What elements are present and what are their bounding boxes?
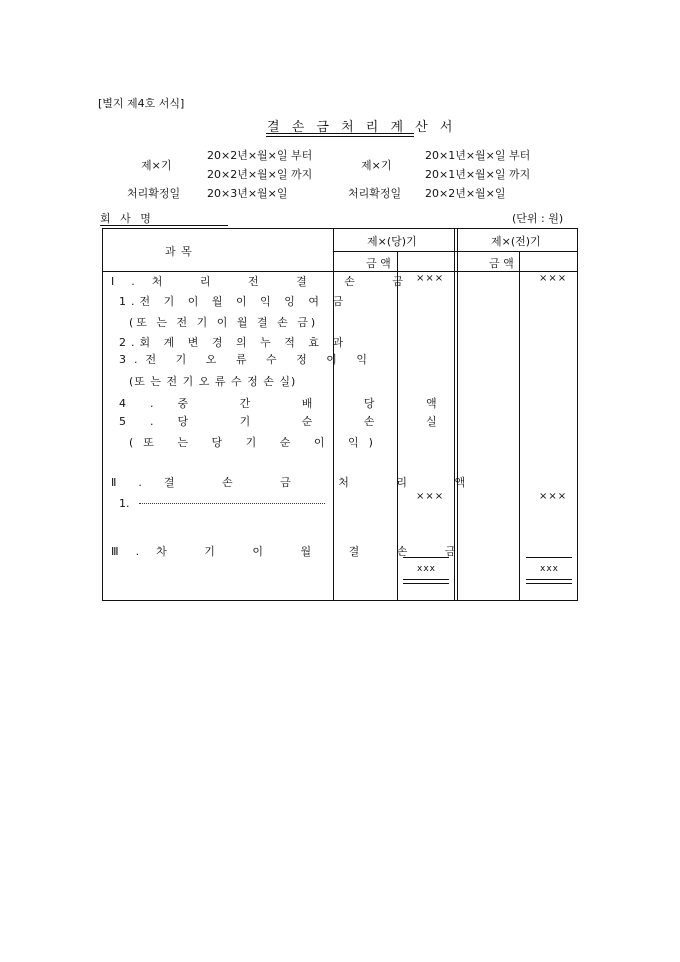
row-label-8: 5.당 기 순 손 실 <box>119 415 461 428</box>
current-confirm-label: 처리확정일 <box>127 187 181 200</box>
row-12-current-value: xxx <box>417 564 436 574</box>
current-from-date: 20×2년×월×일 부터 <box>207 149 313 162</box>
header-split-line <box>333 251 578 252</box>
subject-header: 과 목 <box>165 245 193 258</box>
current-total-double-line <box>403 579 449 584</box>
row-12-previous-value: xxx <box>540 564 559 574</box>
header-bottom-line <box>103 271 578 272</box>
previous-confirm-date: 20×2년×월×일 <box>425 187 506 200</box>
row-1-previous-value: ××× <box>539 273 568 284</box>
previous-total-double-line <box>526 579 572 584</box>
previous-period-header: 제×(전)기 <box>491 235 541 248</box>
current-to-date: 20×2년×월×일 까지 <box>207 168 313 181</box>
row-11-current-value: ××× <box>416 491 445 502</box>
row-label-9: (또 는 당 기 순 이 익) <box>129 436 383 449</box>
previous-amount-header: 금 액 <box>489 257 514 270</box>
row-label-2: 1.전 기 이 월 이 익 잉 여 금 <box>119 295 349 308</box>
statement-table <box>102 228 578 601</box>
row-label-6: (또 는 전 기 오 류 수 정 손 실) <box>129 375 297 388</box>
current-total-single-line <box>403 557 449 558</box>
current-period-header: 제×(당)기 <box>367 235 417 248</box>
company-underline <box>100 225 228 226</box>
previous-confirm-label: 처리확정일 <box>348 187 402 200</box>
row-label-10: Ⅱ.결 손 금 처 리 액 <box>111 476 488 489</box>
previous-term-label: 제×기 <box>361 159 392 172</box>
row-1-current-value: ××× <box>416 273 445 284</box>
row-11-dotted-leader <box>139 503 325 504</box>
row-label-5: 3.전 기 오 류 수 정 이 익 <box>119 353 375 366</box>
current-term-label: 제×기 <box>141 159 172 172</box>
row-label-4: 2.회 계 변 경 의 누 적 효 과 <box>119 336 349 349</box>
previous-from-date: 20×1년×월×일 부터 <box>425 149 531 162</box>
col-divider-previous-mid <box>519 251 520 600</box>
row-label-7: 4.중 간 배 당 액 <box>119 397 461 410</box>
row-label-1: Ⅰ.처 리 전 결 손 금 <box>111 275 420 288</box>
row-label-11: 1. <box>119 497 130 510</box>
row-label-12: Ⅲ.차 기 이 월 결 손 금 <box>111 545 473 558</box>
current-amount-header: 금 액 <box>366 257 391 270</box>
previous-to-date: 20×1년×월×일 까지 <box>425 168 531 181</box>
row-11-previous-value: ××× <box>539 491 568 502</box>
row-label-3: (또 는 전 기 이 월 결 손 금) <box>129 316 319 329</box>
document-title: 결 손 금 처 리 계 산 서 <box>267 120 457 135</box>
form-label: [별지 제4호 서식] <box>98 97 185 110</box>
current-confirm-date: 20×3년×월×일 <box>207 187 288 200</box>
title-underline-2 <box>266 136 414 137</box>
title-underline-1 <box>266 133 414 134</box>
previous-total-single-line <box>526 557 572 558</box>
unit-label: (단위 : 원) <box>512 212 564 225</box>
company-label: 회 사 명 <box>100 212 154 225</box>
